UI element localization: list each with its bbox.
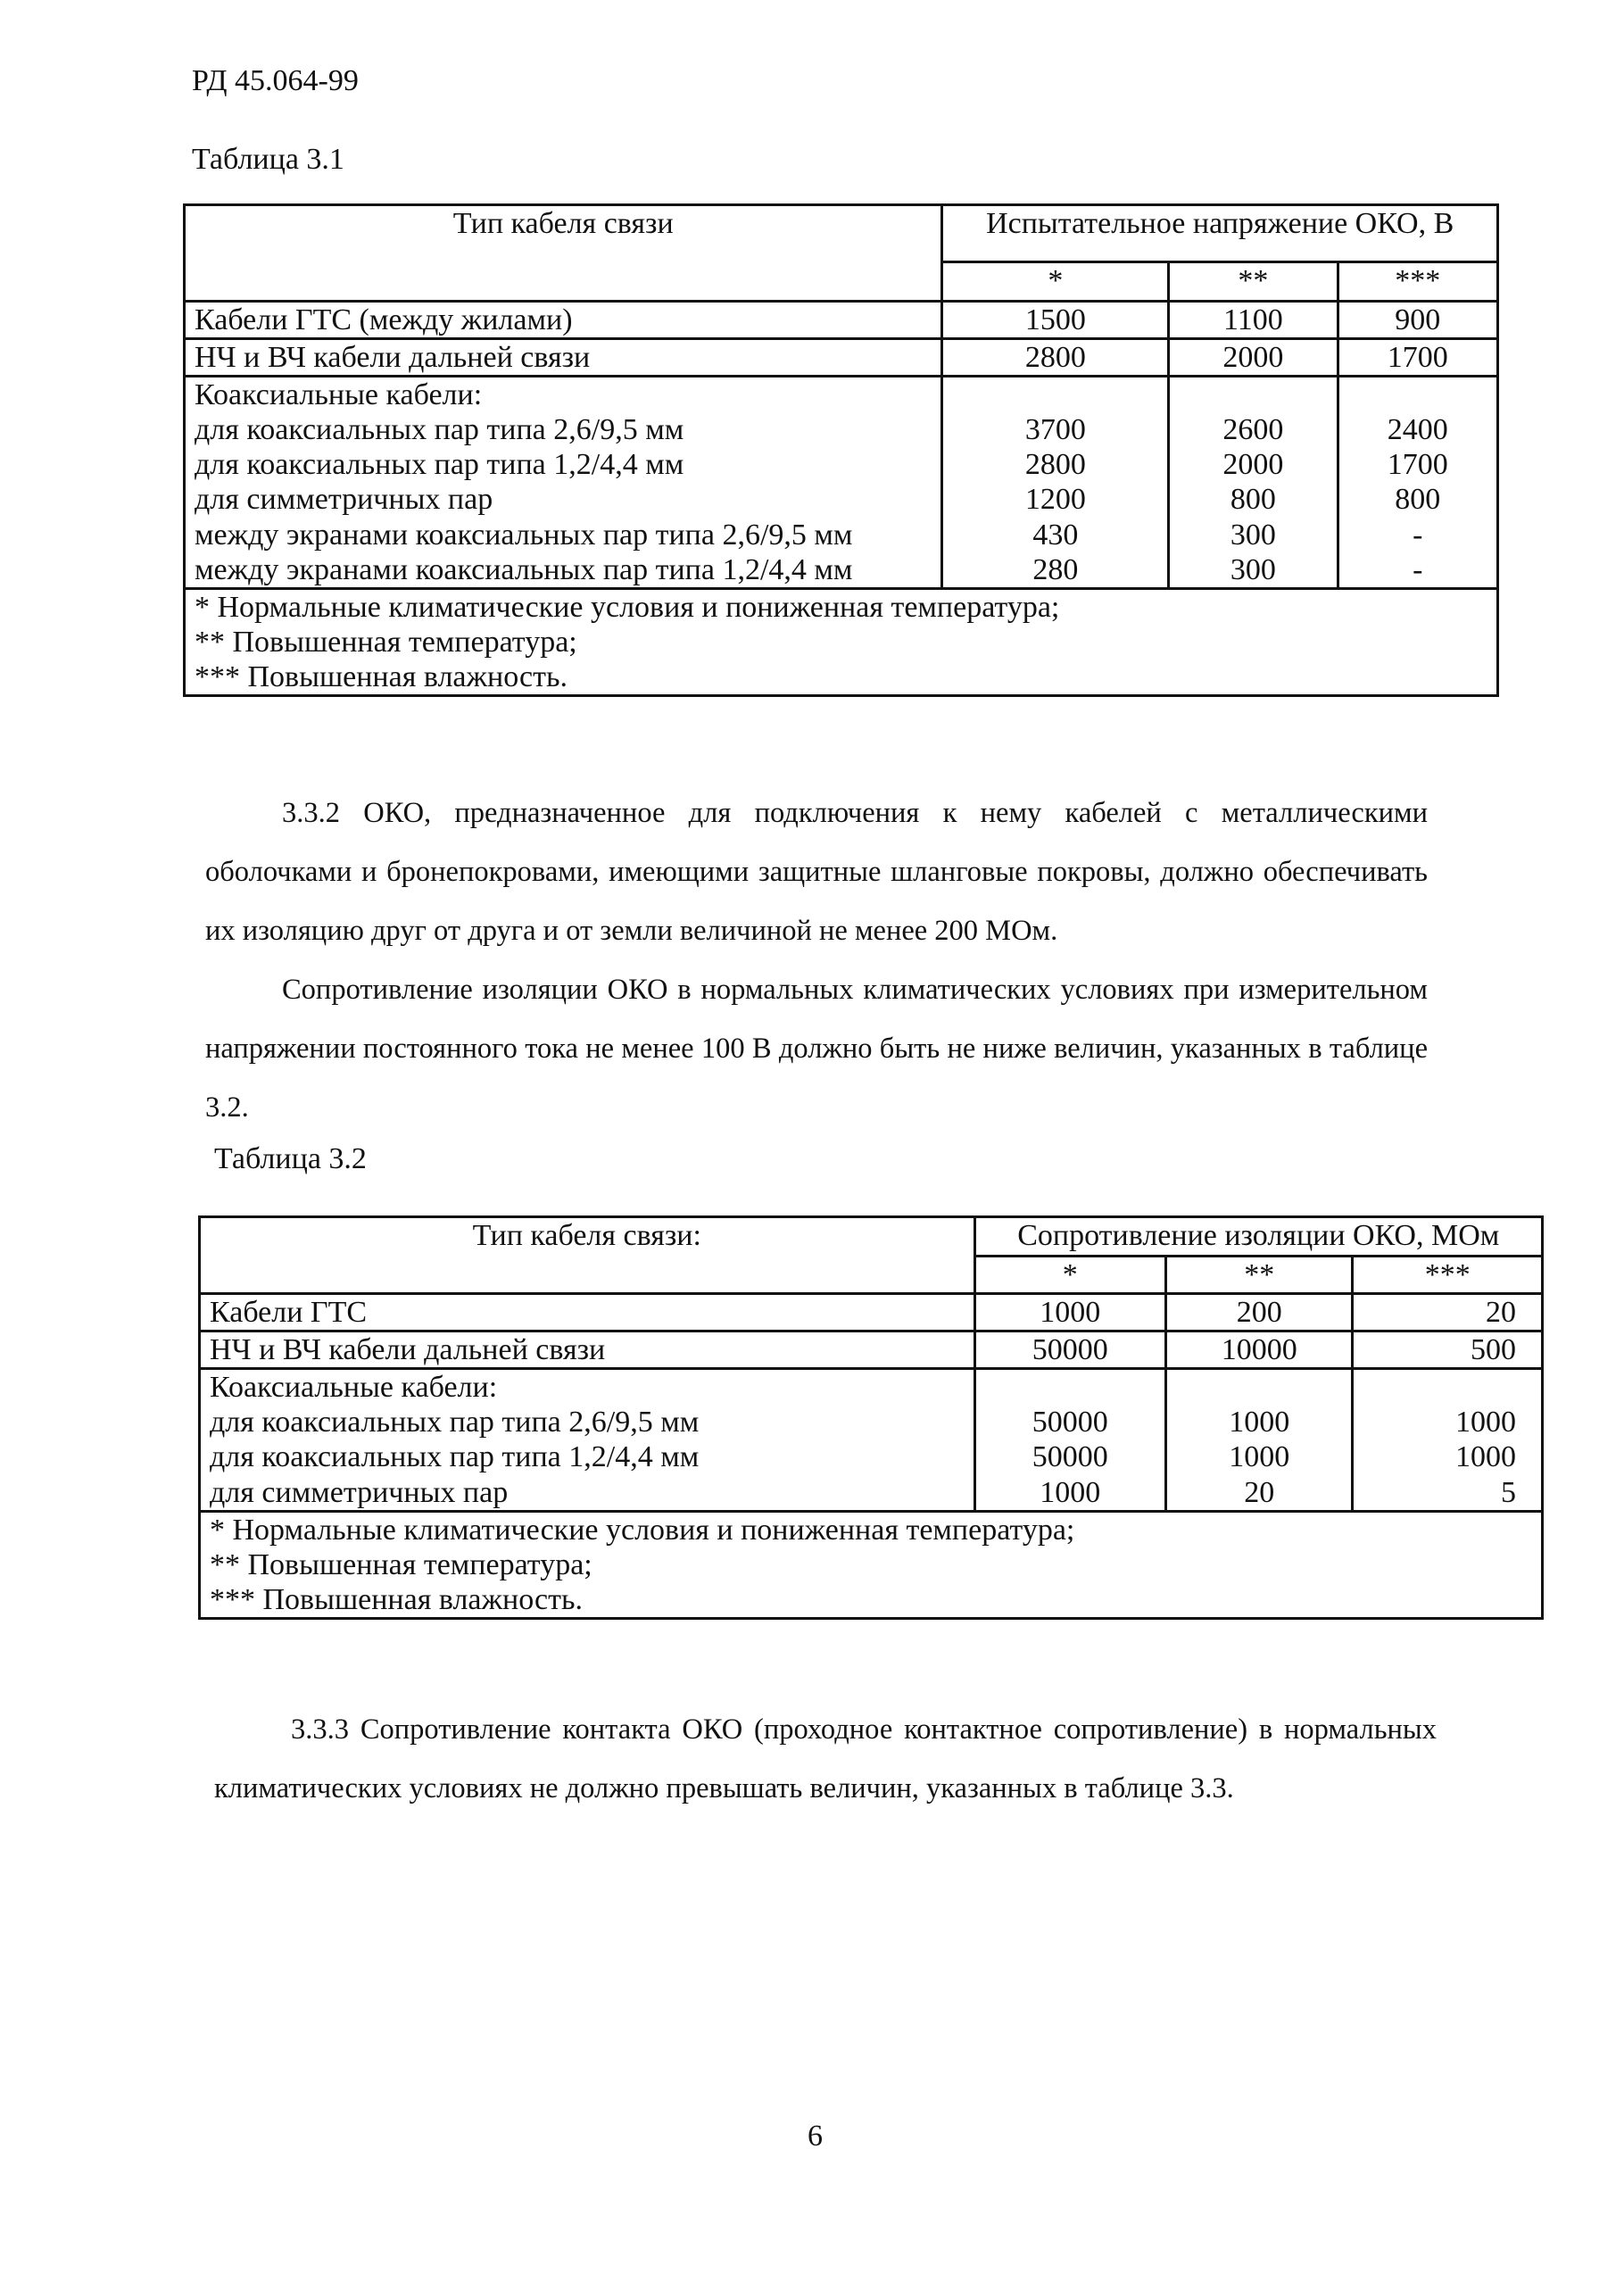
group-labels [185,377,942,589]
cell-value: 2800 [1024,448,1086,482]
table-row [200,1331,1543,1369]
section-3-3-3 [214,1700,1437,1818]
row-label: для коаксиальных пар типа 2,6/9,5 мм [210,1406,700,1439]
note: *** Повышенная влажность. [195,660,568,693]
row-label: для коаксиальных пар типа 2,6/9,5 мм [195,413,684,447]
table-3-1 [183,203,1499,697]
cell-value: 2000 [1222,448,1284,482]
subheader-humidity: *** [1338,262,1497,302]
group-title: Коаксиальные кабели: [195,378,483,412]
table-row [200,1294,1543,1331]
table-header-cable-type: Тип кабеля связи: [200,1217,975,1294]
cell-value: 1200 [1024,483,1086,517]
cell-value: 50000 [974,1331,1165,1369]
note: ** Повышенная температура; [195,625,577,659]
row-label: НЧ и ВЧ кабели дальней связи [200,1331,975,1369]
cell-value: 50000 [1032,1440,1108,1474]
subheader-normal: * [942,262,1169,302]
group-values-col3 [1353,1369,1543,1511]
cell-value: - [1413,518,1423,552]
cell-value: - [1413,552,1423,586]
cell-value: 50000 [1032,1406,1108,1439]
group-values-col3 [1338,377,1497,589]
table-header-test-voltage: Испытательное напряжение ОКО, В [942,205,1498,262]
section-3-3-2 [205,784,1428,1137]
cell-value: 10000 [1166,1331,1353,1369]
row-label: для симметричных пар [195,483,493,517]
subheader-normal: * [974,1257,1165,1294]
table-row [185,302,1498,339]
subheader-high-temp: ** [1166,1257,1353,1294]
document-code: РД 45.064-99 [192,64,359,97]
row-label: для коаксиальных пар типа 1,2/4,4 мм [210,1440,700,1474]
group-values-col1 [942,377,1169,589]
cell-value: 300 [1230,518,1276,552]
cell-value: 900 [1338,302,1497,339]
row-label: Кабели ГТС [200,1294,975,1331]
note: * Нормальные климатические условия и пониженная температура; [195,590,1060,624]
group-values-col2 [1169,377,1338,589]
row-label: между экранами коаксиальных пар типа 1,2/4,4 мм [195,552,853,586]
cell-value: 300 [1230,552,1276,586]
group-title: Коаксиальные кабели: [210,1371,498,1405]
note: *** Повышенная влажность. [210,1582,583,1616]
cell-value: 430 [1032,518,1079,552]
cell-value: 2600 [1222,413,1284,447]
group-values-col1 [974,1369,1165,1511]
row-label: НЧ и ВЧ кабели дальней связи [185,339,942,377]
cell-value: 500 [1353,1331,1543,1369]
cell-value: 2000 [1169,339,1338,377]
table-header-cable-type: Тип кабеля связи [185,205,942,302]
table-notes [185,588,1498,695]
table-row [185,339,1498,377]
paragraph: 3.3.2 ОКО, предназначенное для подключения к нему кабелей с металлическими оболочками и бронепокровами, имеющими защитные шланговые покровы, должно обеспечивать их изоляцию друг от друга и от земли величиной не менее 200 МОм. [205,797,1428,947]
cell-value: 20 [1353,1294,1543,1331]
table-3-2-caption: Таблица 3.2 [214,1142,367,1175]
cell-value: 5 [1501,1475,1516,1509]
table-3-2 [198,1215,1544,1620]
cell-value: 800 [1395,483,1441,517]
cell-value: 1000 [1229,1406,1290,1439]
cell-value: 1000 [1455,1440,1516,1474]
cell-value: 1000 [1229,1440,1290,1474]
table-group-coaxial [200,1369,1543,1511]
table-group-coaxial [185,377,1498,589]
subheader-high-temp: ** [1169,262,1338,302]
row-label: Кабели ГТС (между жилами) [185,302,942,339]
cell-value: 1000 [1040,1475,1101,1509]
note: ** Повышенная температура; [210,1547,592,1581]
cell-value: 1700 [1338,339,1497,377]
row-label: для симметричных пар [210,1475,509,1509]
group-values-col2 [1166,1369,1353,1511]
paragraph: Сопротивление изоляции ОКО в нормальных климатических условиях при измерительном напряжении постоянного тока не менее 100 В должно быть не ниже величин, указанных в таблице 3.2. [205,974,1428,1124]
group-labels [200,1369,975,1511]
cell-value: 20 [1244,1475,1275,1509]
table-notes [200,1511,1543,1618]
cell-value: 1700 [1387,448,1448,482]
cell-value: 1000 [1455,1406,1516,1439]
row-label: для коаксиальных пар типа 1,2/4,4 мм [195,448,684,482]
table-header-insulation: Сопротивление изоляции ОКО, МОм [974,1217,1542,1257]
note: * Нормальные климатические условия и пониженная температура; [210,1513,1075,1547]
cell-value: 800 [1230,483,1276,517]
cell-value: 3700 [1024,413,1086,447]
cell-value: 2400 [1387,413,1448,447]
subheader-humidity: *** [1353,1257,1543,1294]
cell-value: 1000 [974,1294,1165,1331]
cell-value: 280 [1032,552,1079,586]
cell-value: 1500 [942,302,1169,339]
paragraph: 3.3.3 Сопротивление контакта ОКО (проходное контактное сопротивление) в нормальных климатических условиях не должно превышать величин, указанных в таблице 3.3. [214,1713,1437,1804]
cell-value: 1100 [1169,302,1338,339]
table-3-1-caption: Таблица 3.1 [192,143,344,176]
row-label: между экранами коаксиальных пар типа 2,6/9,5 мм [195,518,853,552]
page-number: 6 [808,2120,823,2153]
cell-value: 200 [1166,1294,1353,1331]
cell-value: 2800 [942,339,1169,377]
